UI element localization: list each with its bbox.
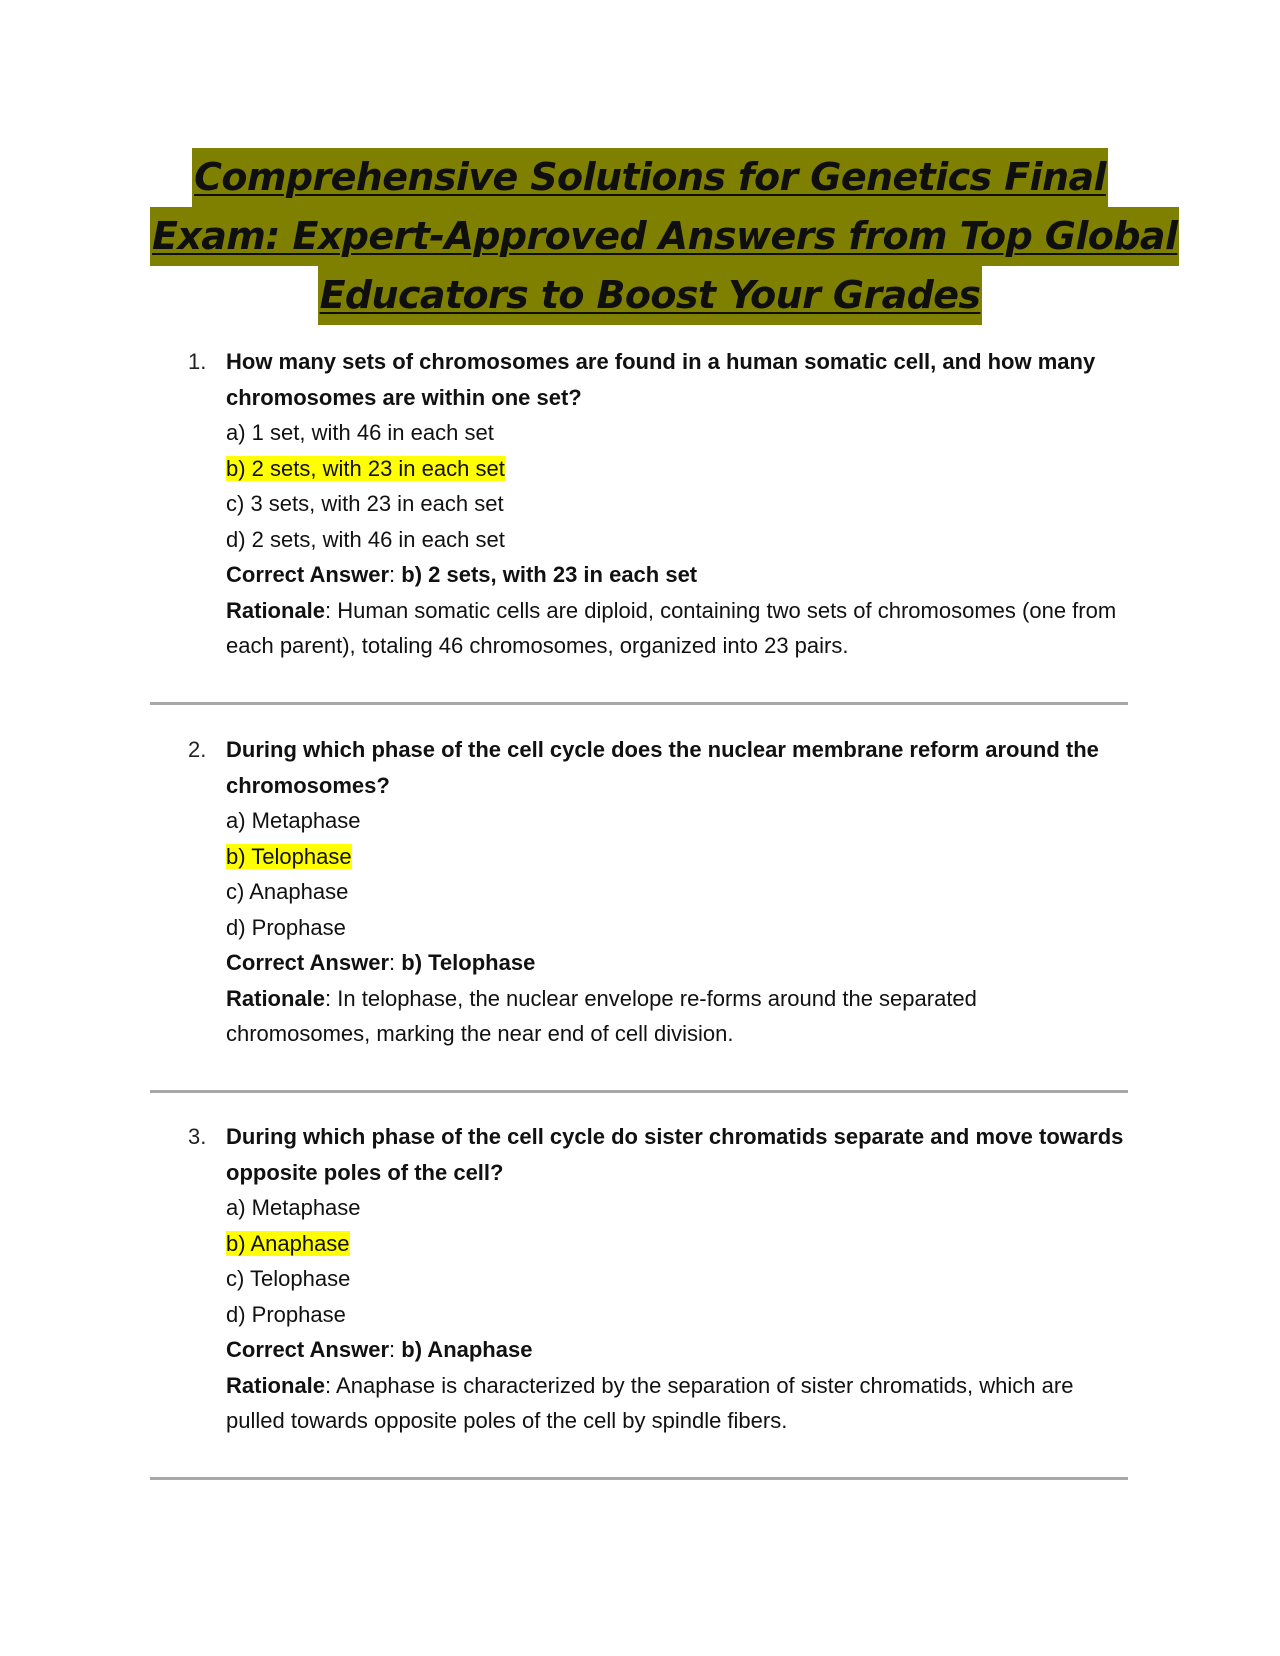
option-a: a) 1 set, with 46 in each set: [226, 420, 494, 445]
title-line: Comprehensive Solutions for Genetics Final: [192, 148, 1108, 207]
section-divider: [150, 702, 1128, 705]
highlighted-option: b) 2 sets, with 23 in each set: [226, 455, 505, 481]
option-b: [226, 1226, 1126, 1262]
correct-answer-value: b) Telophase: [401, 950, 536, 975]
rationale: Rationale: Anaphase is characterized by the separation of sister chromatids, which are pulled towards opposite poles of the cell by spindle fibers.: [226, 1372, 1074, 1433]
option-d: d) Prophase: [226, 914, 346, 940]
question-text: How many sets of chromosomes are found in a human somatic cell, and how many chromosomes are within one set?: [226, 349, 1096, 410]
rationale-label: Rationale: [226, 1372, 326, 1398]
correct-answer-label: Correct Answer: [226, 950, 390, 975]
option-c: c) Telophase: [226, 1266, 351, 1291]
option-a: a) Metaphase: [226, 1195, 361, 1220]
title-line: Exam: Expert-Approved Answers from Top Global: [150, 207, 1179, 266]
option-c: c) Anaphase: [226, 879, 349, 904]
option-a: a) Metaphase: [226, 808, 361, 833]
rationale-text: Human somatic cells are diploid, containing two sets of chromosomes (one from each parent), totaling 46 chromosomes, organized into 23 pairs.: [226, 597, 1117, 658]
option-c: c) 3 sets, with 23 in each set: [226, 491, 504, 516]
rationale: Rationale: Human somatic cells are diploid, containing two sets of chromosomes (one from each parent), totaling 46 chromosomes, organized into 23 pairs.: [226, 597, 1117, 658]
correct-answer: Correct Answer: b) 2 sets, with 23 in each set: [226, 562, 698, 587]
rationale-label: Rationale: [226, 985, 326, 1011]
option-d: d) Prophase: [226, 1301, 346, 1327]
section-divider: [150, 1477, 1128, 1480]
option-b: [226, 451, 1126, 487]
correct-answer-label: Correct Answer: [226, 1337, 390, 1362]
document-title: [150, 148, 1178, 325]
correct-answer-value: b) 2 sets, with 23 in each set: [401, 562, 698, 587]
question-number: 1.: [188, 349, 207, 374]
correct-answer-label: Correct Answer: [226, 562, 390, 587]
question-text: During which phase of the cell cycle does the nuclear membrane reform around the chromosomes?: [226, 737, 1099, 798]
rationale-label: Rationale: [226, 597, 326, 623]
rationale: Rationale: In telophase, the nuclear envelope re-forms around the separated chromosomes, marking the near end of cell division.: [226, 985, 977, 1046]
correct-answer-value: b) Anaphase: [401, 1337, 533, 1362]
correct-answer: Correct Answer: b) Anaphase: [226, 1337, 533, 1362]
option-d: d) 2 sets, with 46 in each set: [226, 526, 505, 552]
correct-answer: Correct Answer: b) Telophase: [226, 950, 536, 975]
highlighted-option: b) Telophase: [226, 843, 352, 869]
question-number: 2.: [188, 737, 207, 762]
section-divider: [150, 1090, 1128, 1093]
option-b: [226, 839, 1126, 875]
highlighted-option: b) Anaphase: [226, 1230, 350, 1256]
rationale-text: Anaphase is characterized by the separation of sister chromatids, which are pulled towards opposite poles of the cell by spindle fibers.: [226, 1372, 1074, 1433]
rationale-text: In telophase, the nuclear envelope re-forms around the separated chromosomes, marking the near end of cell division.: [226, 985, 977, 1046]
question-text: During which phase of the cell cycle do sister chromatids separate and move towards opposite poles of the cell?: [226, 1124, 1124, 1185]
title-line: Educators to Boost Your Grades: [318, 266, 983, 325]
question-number: 3.: [188, 1124, 207, 1149]
